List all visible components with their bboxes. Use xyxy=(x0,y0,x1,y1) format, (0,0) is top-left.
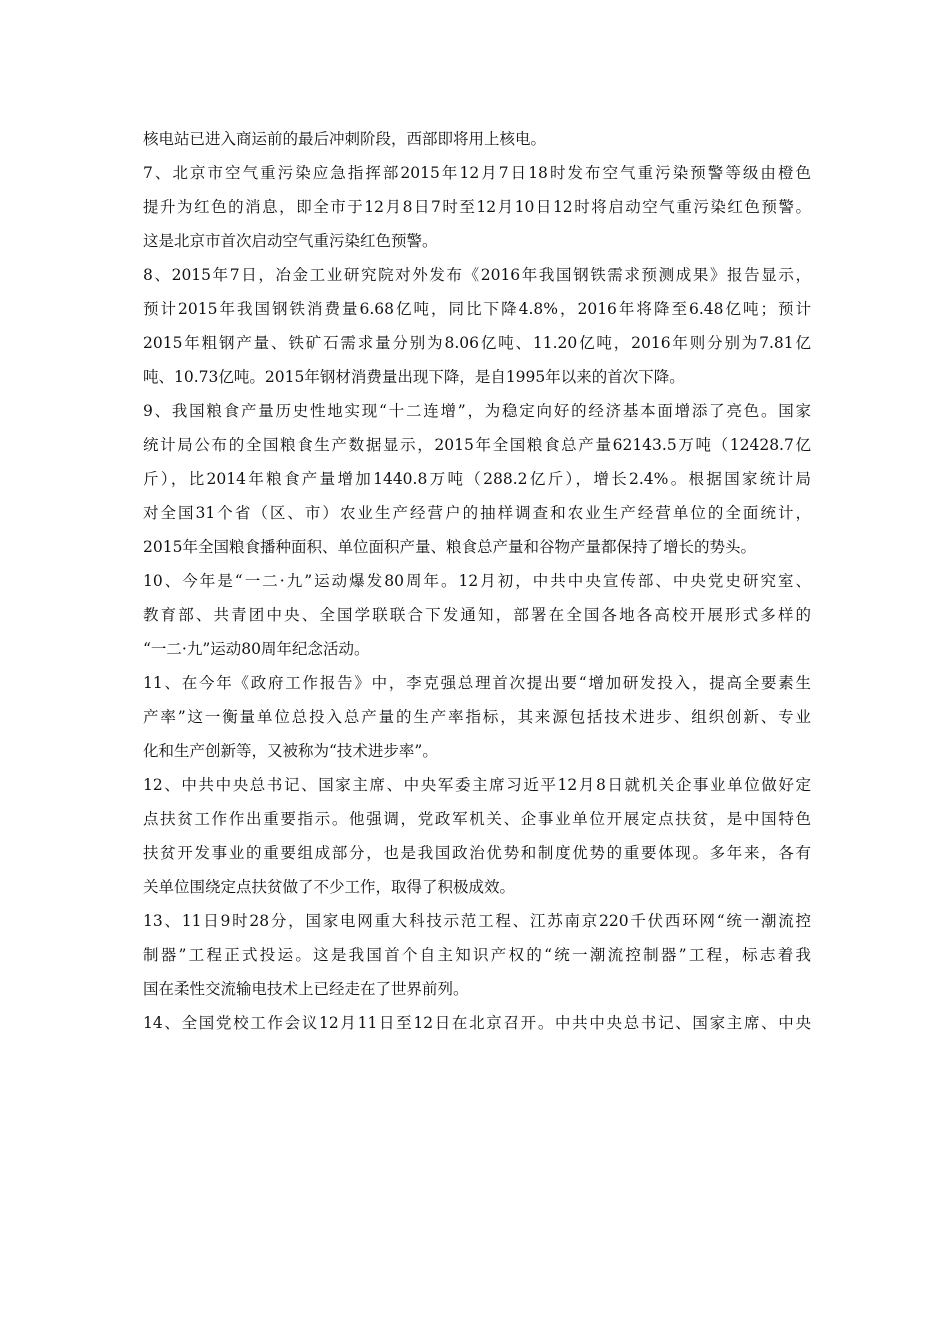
text-line: 2015年粗钢产量、铁矿石需求量分别为8.06亿吨、11.20亿吨，2016年则分别为7.81亿 xyxy=(143,334,811,352)
text-line: 对全国31个省（区、市）农业生产经营户的抽样调查和农业生产经营单位的全面统计， xyxy=(143,504,811,522)
text-line: 预计2015年我国钢铁消费量6.68亿吨，同比下降4.8%，2016年将降至6.48亿吨；预计 xyxy=(143,300,811,318)
text-line: 这是北京市首次启动空气重污染红色预警。 xyxy=(143,232,438,250)
text-line: 关单位围绕定点扶贫做了不少工作，取得了积极成效。 xyxy=(143,878,516,896)
text-line: 9、我国粮食产量历史性地实现“十二连增”，为稳定向好的经济基本面增添了亮色。国家 xyxy=(143,402,811,420)
text-line: 13、11日9时28分，国家电网重大科技示范工程、江苏南京220千伏西环网“统一潮流控 xyxy=(143,912,811,930)
text-line: 制器”工程正式投运。这是我国首个自主知识产权的“统一潮流控制器”工程，标志着我 xyxy=(143,946,811,964)
text-line: 教育部、共青团中央、全国学联联合下发通知，部署在全国各地各高校开展形式多样的 xyxy=(143,606,811,624)
text-line: 斤），比2014年粮食产量增加1440.8万吨（288.2亿斤），增长2.4%。根据国家统计局 xyxy=(143,470,811,488)
text-line: 核电站已进入商运前的最后冲刺阶段，西部即将用上核电。 xyxy=(143,130,547,148)
text-line: 吨、10.73亿吨。2015年钢材消费量出现下降，是自1995年以来的首次下降。 xyxy=(143,368,685,386)
document-body xyxy=(143,126,811,1044)
text-line: 10、今年是“一二·九”运动爆发80周年。12月初，中共中央宣传部、中央党史研究室、 xyxy=(143,572,811,590)
text-line: 12、中共中央总书记、国家主席、中央军委主席习近平12月8日就机关企事业单位做好定 xyxy=(143,776,811,794)
text-line: 14、全国党校工作会议12月11日至12日在北京召开。中共中央总书记、国家主席、中央 xyxy=(143,1014,811,1032)
text-line: 7、北京市空气重污染应急指挥部2015年12月7日18时发布空气重污染预警等级由橙色 xyxy=(143,164,811,182)
text-line: 11、在今年《政府工作报告》中，李克强总理首次提出要“增加研发投入，提高全要素生 xyxy=(143,674,811,692)
text-line: 8、2015年7日，冶金工业研究院对外发布《2016年我国钢铁需求预测成果》报告显示， xyxy=(143,266,811,284)
text-line: 化和生产创新等，又被称为“技术进步率”。 xyxy=(143,742,438,760)
text-line: 国在柔性交流输电技术上已经走在了世界前列。 xyxy=(143,980,469,998)
text-line: 扶贫开发事业的重要组成部分，也是我国政治优势和制度优势的重要体现。多年来，各有 xyxy=(143,844,811,862)
text-line: 2015年全国粮食播种面积、单位面积产量、粮食总产量和谷物产量都保持了增长的势头。 xyxy=(143,538,756,556)
text-line: 产率”这一衡量单位总投入总产量的生产率指标，其来源包括技术进步、组织创新、专业 xyxy=(143,708,811,726)
text-line: 统计局公布的全国粮食生产数据显示，2015年全国粮食总产量62143.5万吨（12428.7亿 xyxy=(143,436,811,454)
text-line: 点扶贫工作作出重要指示。他强调，党政军机关、企事业单位开展定点扶贫，是中国特色 xyxy=(143,810,811,828)
text-line: 提升为红色的消息，即全市于12月8日7时至12月10日12时将启动空气重污染红色预警。 xyxy=(143,198,811,216)
text-line: “一二·九”运动80周年纪念活动。 xyxy=(143,640,370,658)
